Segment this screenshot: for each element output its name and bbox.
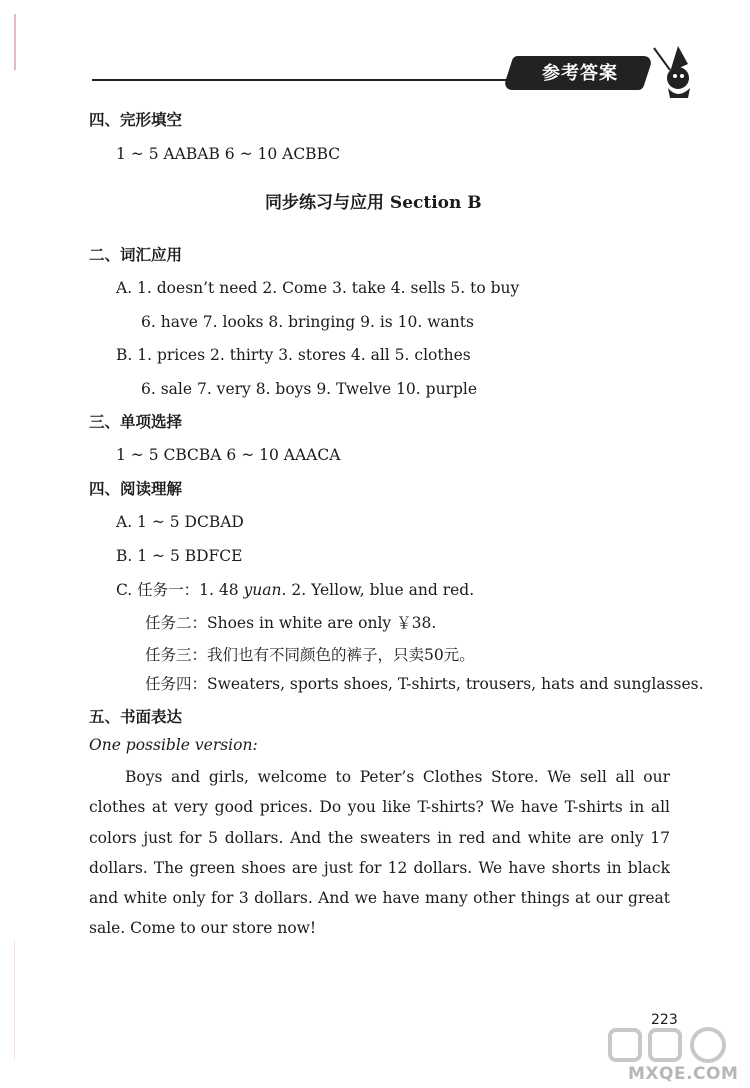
single-choice-heading: 三、单项选择: [89, 413, 183, 431]
vocab-heading: 二、词汇应用: [89, 246, 183, 264]
writing-paragraph-block: [89, 762, 670, 944]
reading-task2: 任务二：Shoes in white are only ￥38.: [145, 614, 437, 632]
cloze-heading: 四、完形填空: [89, 111, 183, 129]
writing-paragraph: Boys and girls, welcome to Peter’s Clothes Store. We sell all our clothes at very good prices. Do you like T-shirts? We have T-shirts in all colors just for 5 dollars. And the sweaters in red and white are only 17 dollars. The green shoes are just for 12 dollars. We have shorts in black and white only for 3 dollars. And we have many other things at our great sale. Come to our store now!: [89, 768, 670, 938]
header-tab-label: 参考答案: [542, 63, 618, 84]
reading-c-task1: [116, 579, 474, 601]
writing-heading: 五、书面表达: [89, 708, 183, 726]
reading-b: B. 1 ~ 5 BDFCE: [116, 547, 243, 565]
section-title: 同步练习与应用 Section B: [265, 193, 482, 213]
page-number: 223: [651, 1012, 678, 1028]
single-choice-answers: 1 ~ 5 CBCBA 6 ~ 10 AAACA: [116, 446, 341, 464]
reading-c-yuan: yuan: [243, 581, 282, 599]
vocab-a-line1: A. 1. doesn’t need 2. Come 3. take 4. sells 5. to buy: [116, 279, 520, 297]
reading-a: A. 1 ~ 5 DCBAD: [116, 513, 244, 531]
writing-label: One possible version:: [89, 736, 258, 754]
reading-heading: 四、阅读理解: [89, 480, 183, 498]
reading-task3: 任务三：我们也有不同颜色的裤子，只卖50元。: [145, 646, 475, 664]
header-rule: [92, 79, 524, 81]
vocab-b-line2: 6. sale 7. very 8. boys 9. Twelve 10. purple: [141, 380, 478, 398]
margin-rule: [14, 14, 16, 70]
reading-c-suffix: . 2. Yellow, blue and red.: [281, 581, 475, 599]
pencil-mascot-icon: [648, 42, 696, 104]
vocab-b-line1: B. 1. prices 2. thirty 3. stores 4. all 5. clothes: [116, 346, 471, 364]
watermark-text: MXQE.COM: [628, 1064, 739, 1084]
reading-task4: 任务四：Sweaters, sports shoes, T-shirts, trousers, hats and sunglasses.: [145, 675, 704, 693]
margin-rule-lower: [14, 940, 15, 1060]
vocab-a-line2: 6. have 7. looks 8. bringing 9. is 10. wants: [141, 313, 474, 331]
cloze-answers: 1 ~ 5 AABAB 6 ~ 10 ACBBC: [116, 145, 341, 163]
reading-c-prefix: C. 任务一：1. 48: [116, 581, 244, 599]
